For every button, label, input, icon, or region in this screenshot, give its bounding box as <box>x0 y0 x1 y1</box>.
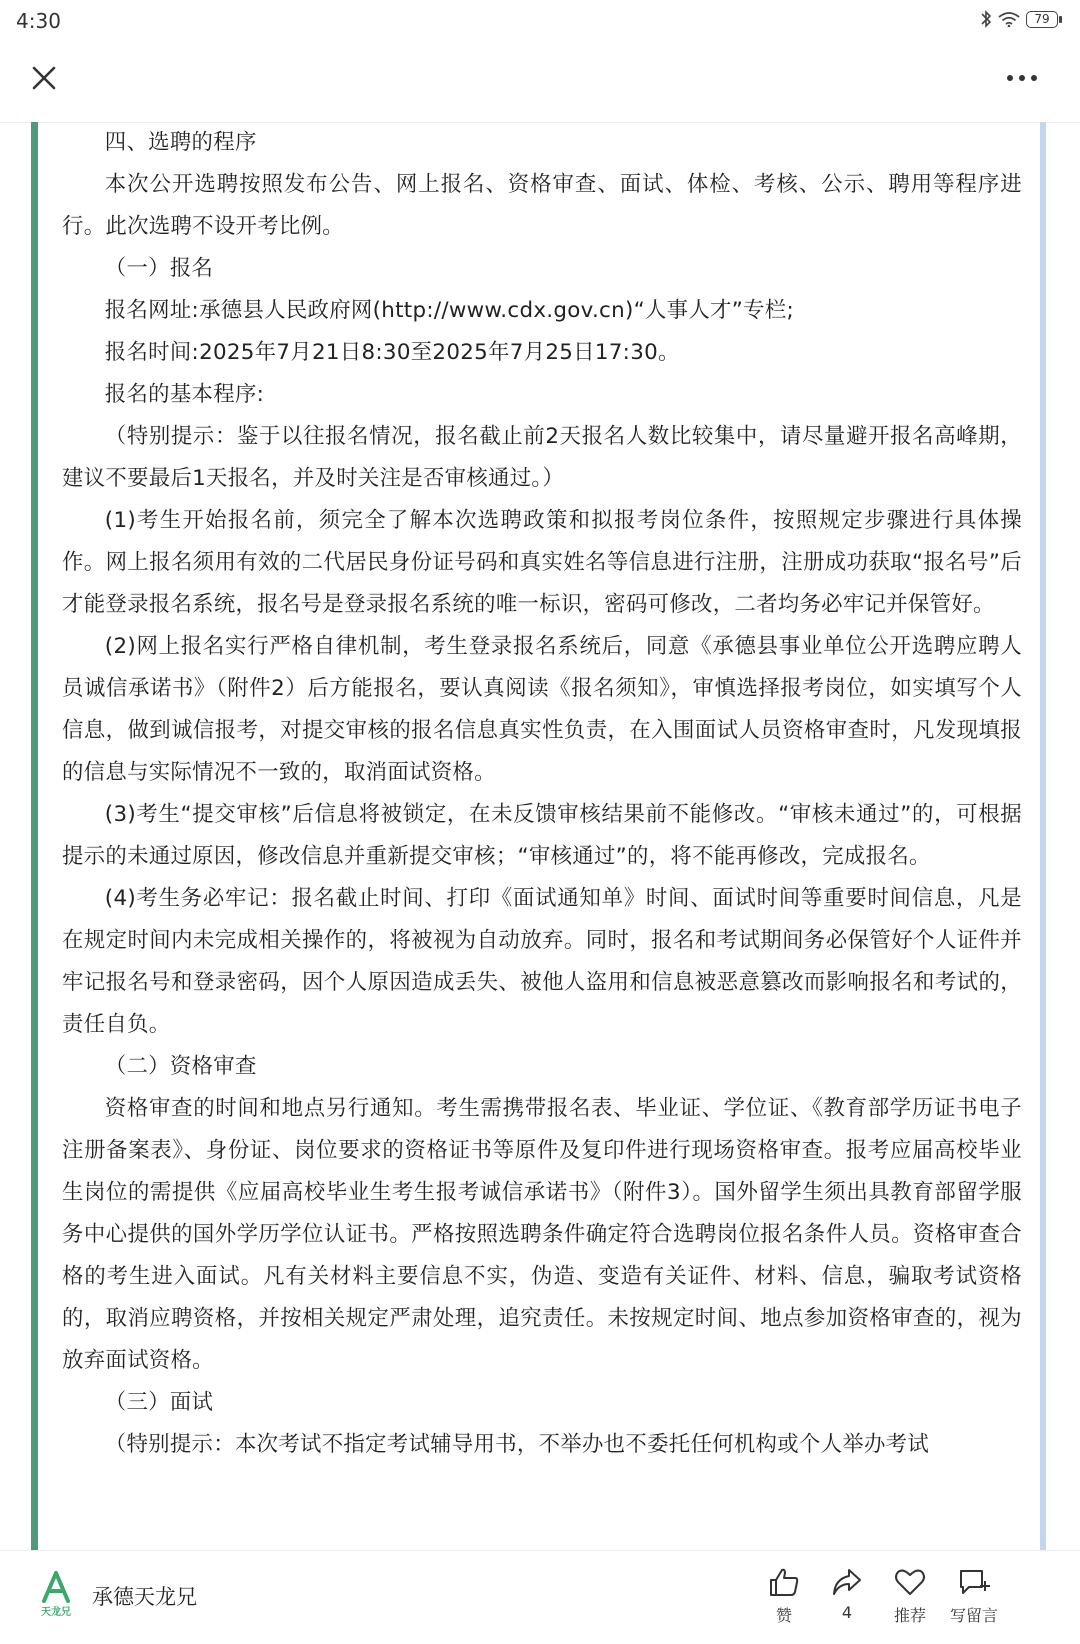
paragraph: (3)考生“提交审核”后信息将被锁定，在未反馈审核结果前不能修改。“审核未通过”的，可根据提示的未通过原因，修改信息并重新提交审核；“审核通过”的，将不能再修改，完成报名。 <box>62 802 1022 869</box>
wifi-icon <box>998 11 1020 27</box>
share-count: 4 <box>841 1603 853 1622</box>
paragraph: 本次公开选聘按照发布公告、网上报名、资格审查、面试、体检、考核、公示、聘用等程序进行。此次选聘不设开考比例。 <box>62 172 1022 239</box>
comment-button[interactable] <box>942 1567 1006 1626</box>
paragraph: (4)考生务必牢记：报名截止时间、打印《面试通知单》时间、面试时间等重要时间信息，凡是在规定时间内未完成相关操作的，将被视为自动放弃。同时，报名和考试期间务必保管好个人证件并牢记报名号和登录密码，因个人原因造成丢失、被他人盗用和信息被恶意篡改而影响报名和考试的，责任自负。 <box>62 886 1022 1037</box>
thumbs-up-icon <box>768 1567 800 1597</box>
top-bar <box>0 44 1080 123</box>
status-time: 4:30 <box>16 9 61 33</box>
more-options-icon[interactable] <box>1004 66 1040 90</box>
paragraph: 报名时间:2025年7月21日8:30至2025年7月25日17:30。 <box>104 340 680 365</box>
account-name[interactable]: 承德天龙兄 <box>92 1585 197 1609</box>
subsection-heading: （二）资格审查 <box>104 1054 257 1079</box>
article-content <box>62 122 1022 1466</box>
account-logo[interactable] <box>34 1571 78 1621</box>
paragraph: （特别提示：鉴于以往报名情况，报名截止前2天报名人数比较集中，请尽量避开报名高峰期，建议不要最后1天报名，并及时关注是否审核通过。） <box>62 424 1022 491</box>
paragraph: 资格审查的时间和地点另行通知。考生需携带报名表、毕业证、学位证、《教育部学历证书电子注册备案表》、身份证、岗位要求的资格证书等原件及复印件进行现场资格审查。报考应届高校毕业生岗位的需提供《应届高校毕业生考生报考诚信承诺书》（附件3）。国外留学生须出具教育部留学服务中心提供的国外学历学位认证书。严格按照选聘条件确定符合选聘岗位报名条件人员。资格审查合格的考生进入面试。凡有关材料主要信息不实，伪造、变造有关证件、材料、信息，骗取考试资格的，取消应聘资格，并按相关规定严肃处理，追究责任。未按规定时间、地点参加资格审查的，视为放弃面试资格。 <box>62 1096 1022 1373</box>
paragraph: (2)网上报名实行严格自律机制，考生登录报名系统后，同意《承德县事业单位公开选聘应聘人员诚信承诺书》（附件2）后方能报名，要认真阅读《报名须知》，审慎选择报考岗位，如实填写个人信息，做到诚信报考，对提交审核的报名信息真实性负责，在入围面试人员资格审查时，凡发现填报的信息与实际情况不一致的，取消面试资格。 <box>62 634 1022 785</box>
account-logo-icon <box>34 1571 78 1605</box>
article-body <box>0 122 1080 1550</box>
right-accent-bar <box>1040 122 1046 1550</box>
subsection-heading: （一）报名 <box>104 256 214 281</box>
like-button[interactable] <box>752 1567 816 1626</box>
paragraph: 报名网址:承德县人民政府网(http://www.cdx.gov.cn)“人事人才”专栏; <box>104 298 795 323</box>
comment-label: 写留言 <box>949 1606 998 1625</box>
status-icons <box>980 10 1058 28</box>
bluetooth-icon <box>980 10 992 28</box>
heart-icon <box>894 1567 926 1597</box>
left-accent-bar <box>31 122 38 1550</box>
recommend-label: 推荐 <box>893 1606 926 1625</box>
share-icon <box>831 1567 863 1597</box>
account-logo-text: 天龙兄 <box>41 1607 71 1618</box>
bottom-bar <box>0 1550 1080 1644</box>
paragraph: 报名的基本程序: <box>104 382 265 407</box>
recommend-button[interactable] <box>878 1567 942 1626</box>
section-heading: 四、选聘的程序 <box>104 130 257 155</box>
paragraph: (1)考生开始报名前，须完全了解本次选聘政策和拟报考岗位条件，按照规定步骤进行具体操作。网上报名须用有效的二代居民身份证号码和真实姓名等信息进行注册，注册成功获取“报名号”后才能登录报名系统，报名号是登录报名系统的唯一标识，密码可修改，二者均务必牢记并保管好。 <box>62 508 1022 617</box>
paragraph: （特别提示：本次考试不指定考试辅导用书，不举办也不委托任何机构或个人举办考试 <box>104 1432 930 1457</box>
share-button[interactable] <box>815 1567 879 1622</box>
comment-icon <box>957 1567 991 1597</box>
battery-icon: 79 <box>1026 11 1058 28</box>
like-label: 赞 <box>775 1606 792 1625</box>
subsection-heading: （三）面试 <box>104 1390 214 1415</box>
close-icon[interactable] <box>28 62 60 94</box>
status-bar <box>0 0 1080 44</box>
